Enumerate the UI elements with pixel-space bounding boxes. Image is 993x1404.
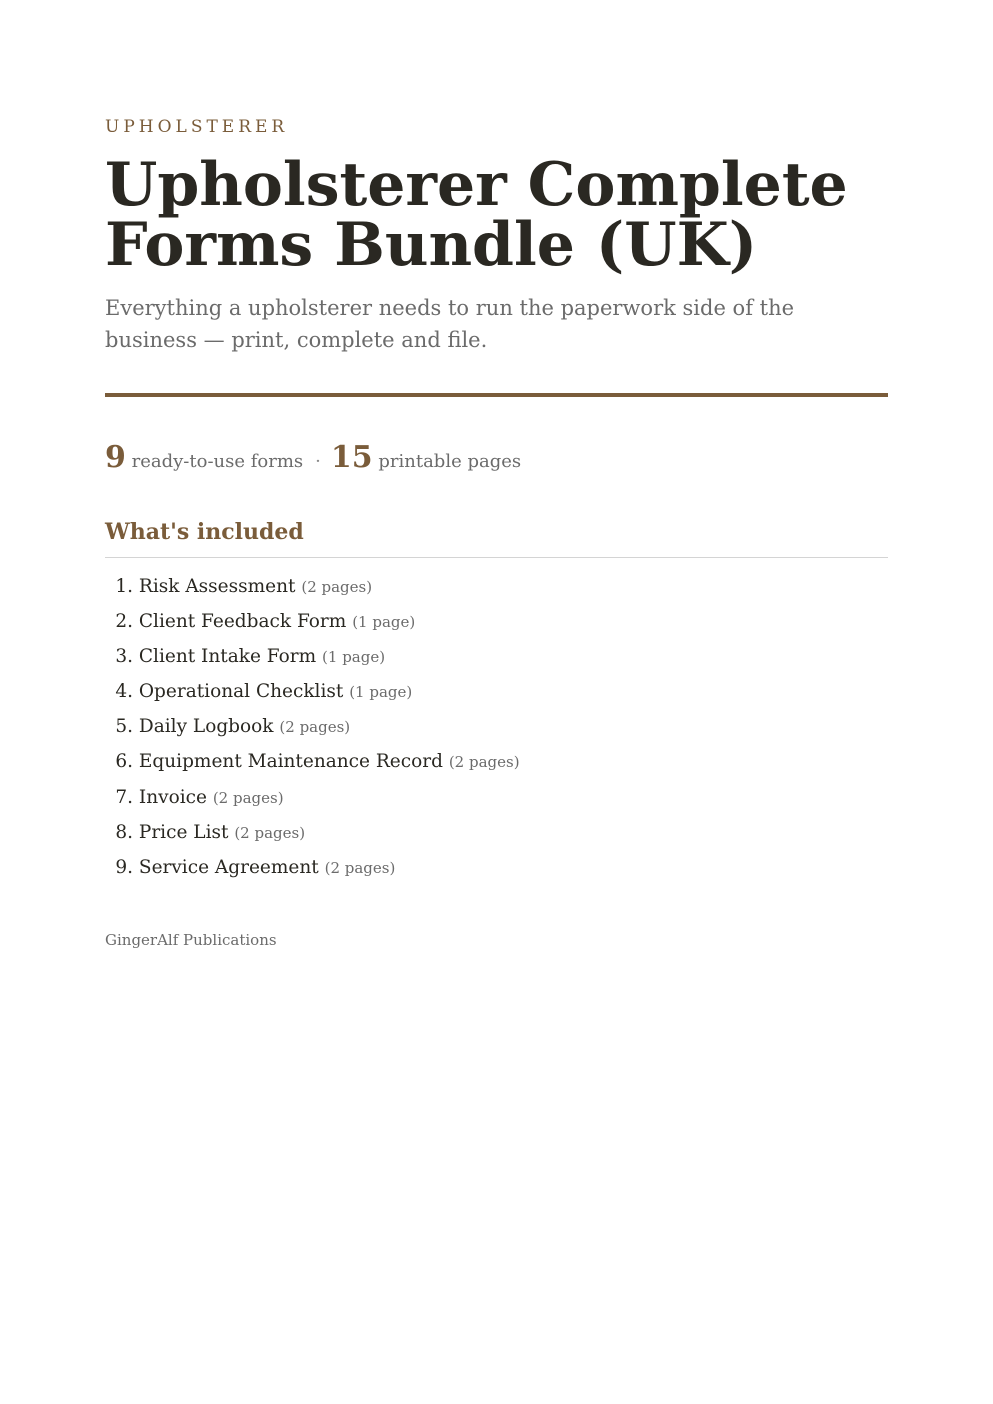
- item-name: Daily Logbook: [138, 716, 274, 738]
- category-eyebrow: UPHOLSTERER: [105, 117, 289, 137]
- list-item: [105, 605, 520, 640]
- bundle-stats: [105, 438, 521, 482]
- list-item: [105, 640, 520, 675]
- item-name: Price List: [138, 821, 229, 843]
- page-subtitle: Everything a upholsterer needs to run the paperwork side of the business — print, complete and file.: [105, 296, 795, 352]
- item-name: Equipment Maintenance Record: [138, 751, 443, 773]
- pages-label: printable pages: [378, 451, 522, 472]
- list-item: [105, 781, 520, 816]
- list-item: [105, 710, 520, 745]
- item-index: 3.: [115, 646, 133, 668]
- item-pages: (2 pages): [324, 858, 396, 877]
- list-item: [105, 816, 520, 851]
- section-divider: [105, 557, 888, 558]
- item-pages: (1 page): [349, 683, 413, 702]
- stats-separator: ·: [315, 451, 321, 472]
- list-item: [105, 745, 520, 780]
- page-title: Upholsterer Complete Forms Bundle (UK): [105, 150, 848, 280]
- item-name: Invoice: [138, 786, 207, 808]
- item-pages: (2 pages): [448, 753, 520, 772]
- item-index: 9.: [115, 856, 133, 878]
- item-pages: (1 page): [322, 648, 386, 667]
- item-index: 8.: [115, 821, 133, 843]
- item-index: 6.: [115, 751, 133, 773]
- item-name: Client Intake Form: [138, 646, 317, 668]
- item-pages: (2 pages): [212, 788, 284, 807]
- item-name: Service Agreement: [138, 856, 319, 878]
- item-pages: (2 pages): [301, 578, 373, 596]
- item-pages: (2 pages): [234, 823, 306, 842]
- item-pages: (2 pages): [279, 718, 351, 737]
- item-name: Client Feedback Form: [138, 611, 347, 633]
- item-name: Risk Assessment: [138, 576, 296, 597]
- item-index: 2.: [115, 611, 133, 633]
- list-item: [105, 570, 520, 605]
- forms-label: ready-to-use forms: [131, 451, 304, 472]
- item-index: 5.: [115, 716, 133, 738]
- item-index: 4.: [115, 681, 133, 703]
- pages-count: 15: [330, 440, 373, 475]
- list-item: [105, 851, 520, 886]
- forms-count: 9: [105, 440, 126, 475]
- item-index: 1.: [115, 576, 133, 597]
- publisher-name: GingerAlf Publications: [105, 931, 277, 949]
- forms-list: [105, 570, 520, 886]
- item-name: Operational Checklist: [138, 681, 344, 703]
- included-heading: What's included: [105, 519, 304, 545]
- item-index: 7.: [115, 786, 133, 808]
- list-item: [105, 675, 520, 710]
- header-divider: [105, 393, 888, 397]
- item-pages: (1 page): [352, 613, 416, 632]
